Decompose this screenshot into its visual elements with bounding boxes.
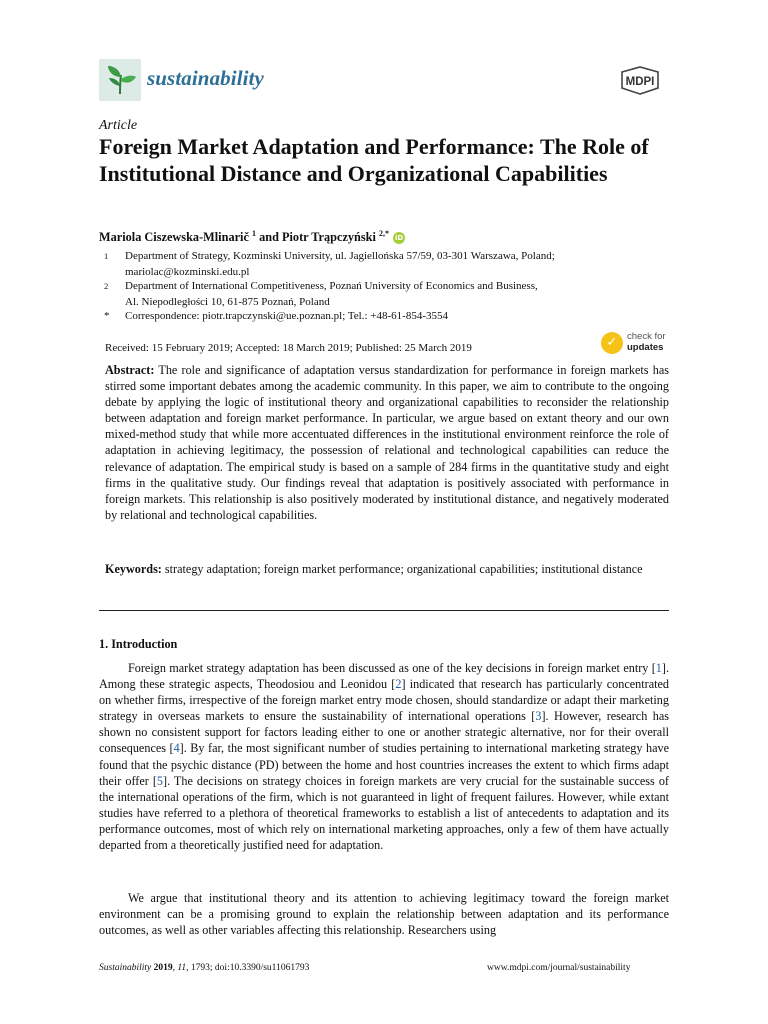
affiliation-line: Al. Niepodległości 10, 61-875 Poznań, Poland — [125, 295, 330, 308]
affiliation-1 — [125, 249, 645, 280]
citation-link[interactable]: 3 — [535, 709, 542, 724]
affiliation-email[interactable]: mariolac@kozminski.edu.pl — [125, 265, 250, 278]
footer-journal-url[interactable]: www.mdpi.com/journal/sustainability — [487, 963, 631, 973]
mdpi-logo-text: MDPI — [625, 76, 655, 88]
check-updates-line1: check for — [627, 331, 666, 342]
correspondence-marker: * — [104, 310, 110, 322]
check-updates-line2: updates — [627, 341, 664, 353]
check-for-updates-label[interactable] — [627, 332, 666, 353]
paragraph-text: ]. By far, the most significant number of studies pertaining to international marketing strategy have found that the psychic distance (PD) between the home and host countries increases the extent to which firms adapt their offer [ — [99, 741, 669, 788]
publication-dates: Received: 15 February 2019; Accepted: 18 March 2019; Published: 25 March 2019 — [105, 342, 472, 354]
article-type: Article — [99, 118, 138, 133]
affiliation-number: 2 — [104, 281, 109, 291]
footer-citation: Sustainability 2019, 11, 1793; doi:10.3390/su11061793 — [99, 963, 310, 973]
author-name[interactable]: Piotr Trąpczyński — [282, 230, 376, 245]
introduction-paragraph-1 — [99, 660, 669, 853]
paragraph-text: [ — [651, 661, 656, 675]
article-title: Foreign Market Adaptation and Performance: The Role of Institutional Distance and Organizational Capabilities — [99, 134, 649, 186]
journal-name: sustainability — [147, 66, 264, 90]
abstract-label: Abstract: — [105, 363, 155, 377]
affiliation-line: Department of International Competitiveness, Poznań University of Economics and Business, — [125, 280, 538, 292]
author-name[interactable]: Mariola Ciszewska-Mlinarič — [99, 230, 249, 245]
section-heading: 1. Introduction — [99, 637, 178, 651]
citation-link[interactable]: 5 — [156, 773, 164, 788]
affiliation-number: 1 — [104, 251, 109, 261]
keywords-label: Keywords: — [105, 562, 162, 576]
footer-journal: Sustainability — [99, 963, 152, 973]
check-for-updates-icon[interactable]: ✓ — [601, 332, 623, 354]
journal-logo-icon — [99, 59, 141, 101]
citation-link[interactable]: 4 — [173, 741, 180, 756]
mdpi-logo-icon — [612, 66, 668, 96]
paragraph-text: ]. The decisions on strategy choices in foreign markets are very crucial for the sustainable success of the international operations of the firm, which is not guaranteed in light of frequent failures. However, while extant studies have referred to a plethora of theoretical frameworks to establish a list of antecedents to adaptation and its performance outcomes, most of which rely on international marketing approaches, only a few of them have actually departed from a theoretically justified need for adaptation. — [99, 773, 669, 853]
divider — [99, 610, 669, 611]
introduction-paragraph-2: We argue that institutional theory and its attention to achieving legitimacy toward the foreign market environment can be a promising ground to explain the relationship between adaptation and its performance outcomes, as well as other variables affecting this relationship. Researchers using — [99, 891, 669, 938]
paragraph-text: ] indicated that research has particularly concentrated on whether firms, irrespective of the foreign market entry mode chosen, should standardize or adapt their marketing strategy in overseas markets to ensure the sustainability of international operations [ — [99, 677, 669, 724]
abstract — [105, 362, 669, 523]
affiliation-line: Department of Strategy, Kozminski University, ul. Jagiellońska 57/59, 03-301 Warszawa, Poland; — [125, 250, 555, 262]
author-connector: and — [256, 230, 282, 245]
footer-year: 2019 — [153, 963, 173, 973]
paragraph-text: ]. However, research has shown no consistent support for factors leading either to one or another strategic alternative, nor for their overall consequences [ — [99, 709, 670, 756]
abstract-text: The role and significance of adaptation versus standardization for performance in foreign markets has stirred some important debates among the academic community. In this paper, we aim to contribute to the ongoing debate by applying the logic of institutional theory and organizational capabilities to reconsider the relationship between adaptation and foreign market performance. In particular, we argue based on extant theory and our own mixed-method study that while more accentuated differences in the institutional environment reinforce the role of adaptation in achieving legitimacy, the possession of relational and technological capabilities can reduce the relevance of adaptation. The empirical study is based on a sample of 284 firms in the quantitative study and eight firms in the qualitative study. Our findings reveal that adaptation is positively associated with performance in foreign markets. This relationship is also positively moderated by institutional distance, and negatively moderated by relational and technological capabilities. — [105, 363, 669, 522]
footer-doi[interactable]: , 1793; doi:10.3390/su11061793 — [186, 963, 310, 973]
citation-link[interactable]: 1 — [655, 661, 662, 675]
correspondence: Correspondence: piotr.trapczynski@ue.poznan.pl; Tel.: +48-61-854-3554 — [125, 310, 448, 322]
citation-link[interactable]: 2 — [395, 677, 402, 692]
affiliation-2 — [125, 279, 645, 310]
keywords-text: strategy adaptation; foreign market performance; organizational capabilities; institutional distance — [161, 562, 643, 576]
paragraph-text: ]. Among these strategic aspects, Theodosiou and Leonidou [ — [99, 661, 669, 692]
orcid-icon[interactable]: iD — [395, 234, 404, 243]
footer-volume: 11 — [177, 963, 187, 973]
paragraph-text: Foreign market strategy adaptation has been discussed as one of the key decisions in foreign market entry — [128, 661, 652, 675]
keywords — [105, 561, 669, 577]
author-list — [99, 229, 405, 245]
affiliation-marker: 2,* — [379, 229, 390, 238]
affiliation-marker: 1 — [252, 229, 257, 238]
